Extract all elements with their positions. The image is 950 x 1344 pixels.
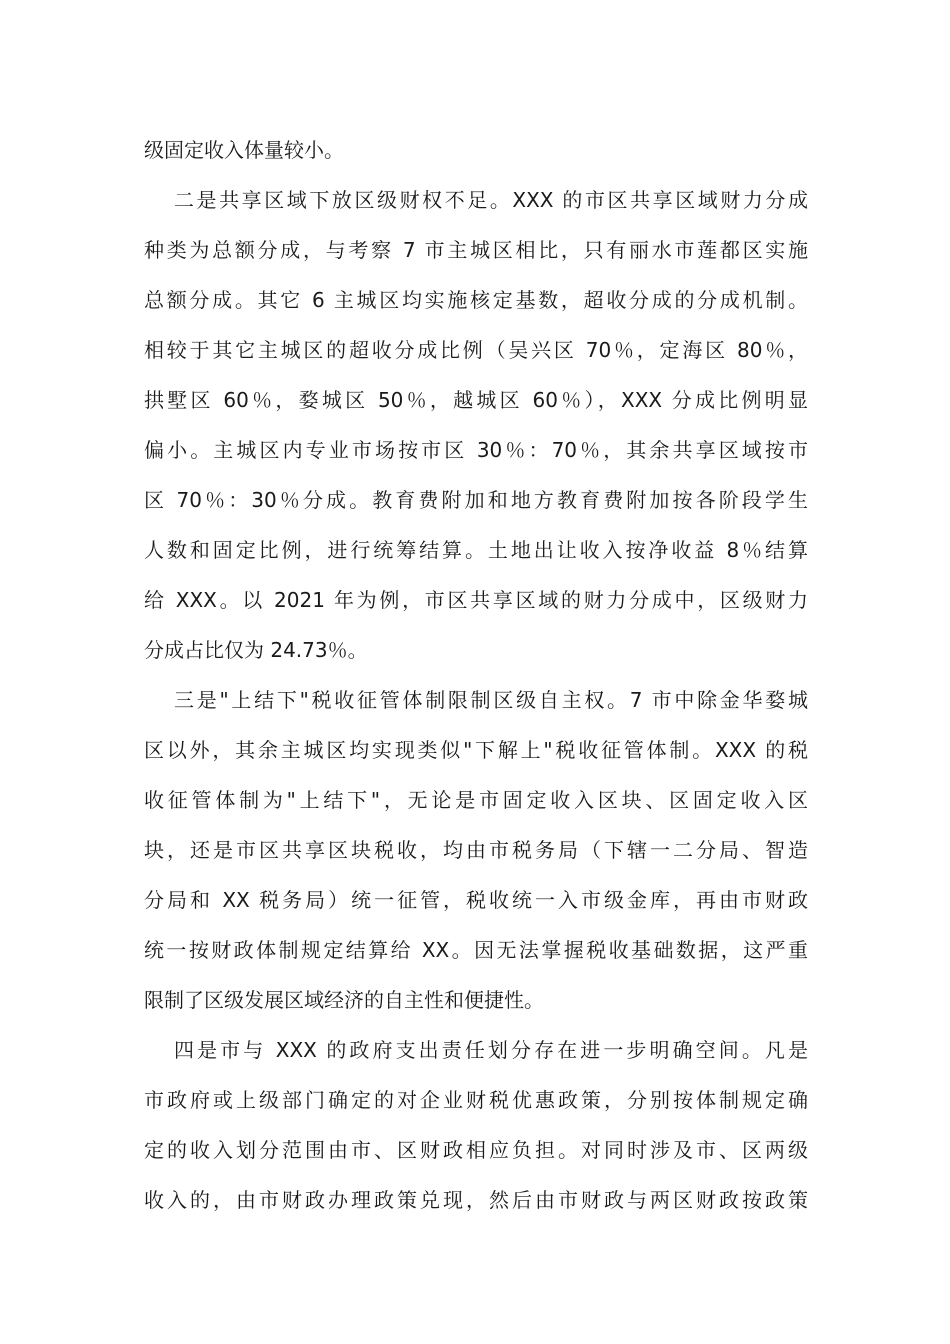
text-line: 相较于其它主城区的超收分成比例（吴兴区 70％，定海区 80％， [144, 338, 808, 362]
text-line: 级固定收入体量较小。 [144, 138, 344, 162]
paragraph-first-line: 三是"上结下"税收征管体制限制区级自主权。7 市中除金华婺城 [174, 688, 808, 712]
text-line: 拱墅区 60％，婺城区 50％，越城区 60％），XXX 分成比例明显 [144, 388, 808, 412]
text-line: 种类为总额分成，与考察 7 市主城区相比，只有丽水市莲都区实施 [144, 238, 808, 262]
text-line: 总额分成。其它 6 主城区均实施核定基数，超收分成的分成机制。 [144, 288, 808, 312]
text-line: 区以外，其余主城区均实现类似"下解上"税收征管体制。XXX 的税 [144, 738, 808, 762]
text-line: 区 70％：30％分成。教育费附加和地方教育费附加按各阶段学生 [144, 488, 808, 512]
text-line: 收征管体制为"上结下"，无论是市固定收入区块、区固定收入区 [144, 788, 808, 812]
text-line: 分局和 XX 税务局）统一征管，税收统一入市级金库，再由市财政 [144, 888, 808, 912]
text-line: 偏小。主城区内专业市场按市区 30％：70％，其余共享区域按市 [144, 438, 808, 462]
text-line: 收入的，由市财政办理政策兑现，然后由市财政与两区财政按政策 [144, 1188, 808, 1212]
text-line: 定的收入划分范围由市、区财政相应负担。对同时涉及市、区两级 [144, 1138, 808, 1162]
document-body [144, 125, 808, 1225]
text-line: 块，还是市区共享区块税收，均由市税务局（下辖一二分局、智造 [144, 838, 808, 862]
text-line: 分成占比仅为 24.73％。 [144, 638, 368, 662]
text-line: 人数和固定比例，进行统筹结算。土地出让收入按净收益 8％结算 [144, 538, 808, 562]
paragraph-first-line: 二是共享区域下放区级财权不足。XXX 的市区共享区域财力分成 [174, 188, 808, 212]
text-line: 市政府或上级部门确定的对企业财税优惠政策，分别按体制规定确 [144, 1088, 808, 1112]
text-line: 统一按财政体制规定结算给 XX。因无法掌握税收基础数据，这严重 [144, 938, 808, 962]
text-line: 给 XXX。以 2021 年为例，市区共享区域的财力分成中，区级财力 [144, 588, 808, 612]
paragraph-first-line: 四是市与 XXX 的政府支出责任划分存在进一步明确空间。凡是 [174, 1038, 808, 1062]
text-line: 限制了区级发展区域经济的自主性和便捷性。 [144, 988, 544, 1012]
